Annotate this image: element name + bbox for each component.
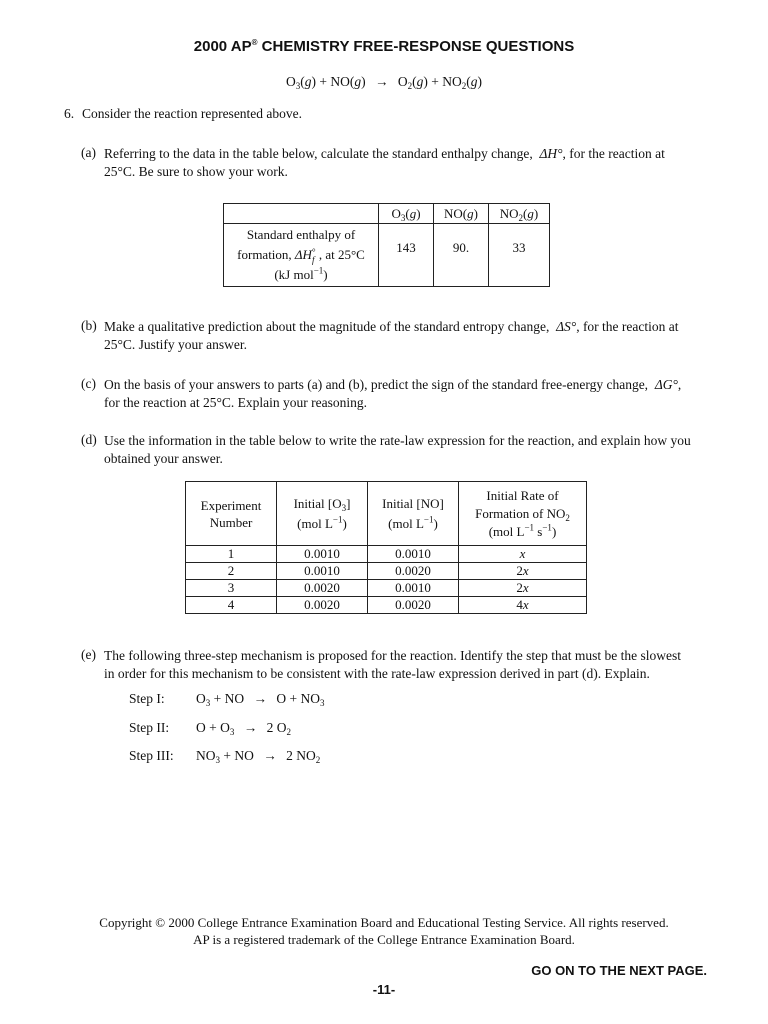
- next-page-notice: GO ON TO THE NEXT PAGE.: [531, 963, 707, 978]
- cell-no: 0.0020: [368, 597, 459, 614]
- step-equation: $O + O_3 \to 2$ $O_2$: [196, 720, 291, 737]
- part-a-text: Referring to the data in the table below, calculate the standard enthalpy change, ΔH°, for the reaction at 25°C. Be sure to show your work.: [104, 146, 665, 179]
- header-no2: $NO_2(g)$: [489, 204, 550, 224]
- cell-rate: 2x: [459, 580, 587, 597]
- delta-s-symbol: ΔS°: [556, 319, 577, 334]
- cell-experiment: 1: [186, 546, 277, 563]
- value-no2: 33: [489, 224, 550, 287]
- table-row: [186, 563, 587, 580]
- cell-o3: 0.0010: [277, 546, 368, 563]
- table-row: [186, 597, 587, 614]
- part-a-label: (a): [81, 145, 96, 160]
- value-o3: 143: [379, 224, 434, 287]
- step-label: Step III:: [129, 748, 174, 763]
- page-number: -11-: [372, 982, 396, 997]
- part-b-text: Make a qualitative prediction about the magnitude of the standard entropy change, ΔS°, for the reaction at 25°C. Justify your answer.: [104, 319, 679, 352]
- value-no: 90.: [434, 224, 489, 287]
- reaction-equation: $O_3(g) + NO(g) \to O_2(g) + NO_2(g)$: [286, 74, 482, 91]
- header-initial-rate: Initial Rate of Formation of $NO_2$ (mol $L^{-1}$ $s^{-1}$): [459, 482, 587, 546]
- rate-table: [185, 481, 587, 614]
- mechanism-step: [129, 748, 320, 764]
- cell-o3: 0.0010: [277, 563, 368, 580]
- mechanism-step: [129, 720, 291, 736]
- part-c-text: On the basis of your answers to parts (a) and (b), predict the sign of the standard free-energy change, ΔG°, for the reaction at 25°C. Explain your reasoning.: [104, 377, 682, 410]
- part-b-label: (b): [81, 318, 97, 333]
- arrow-icon: →: [243, 720, 258, 735]
- page-title: 2000 AP® CHEMISTRY FREE-RESPONSE QUESTIONS: [193, 38, 575, 55]
- cell-rate: 2x: [459, 563, 587, 580]
- question-number: 6.: [64, 106, 75, 121]
- cell-no: 0.0020: [368, 563, 459, 580]
- header-initial-o3: Initial $[O_3]$ (mol $L^{-1}$): [277, 482, 368, 546]
- copyright-notice: [0, 914, 768, 948]
- table-row: [186, 580, 587, 597]
- cell-o3: 0.0020: [277, 580, 368, 597]
- table-corner-cell: [224, 204, 379, 224]
- header-no: NO(g): [434, 204, 489, 224]
- question-intro: Consider the reaction represented above.: [82, 106, 303, 121]
- cell-experiment: 3: [186, 580, 277, 597]
- step-equation: $NO_3$ + NO → 2 $NO_2$: [196, 748, 321, 765]
- part-c-label: (c): [81, 376, 96, 391]
- step-label: Step I:: [129, 691, 165, 706]
- header-o3: $O_3(g)$: [379, 204, 434, 224]
- part-e-text: The following three-step mechanism is proposed for the reaction. Identify the step that must be the slowest in order for this mechanism to be consistent with the rate-law expression derived in part (d). Explain.: [104, 648, 681, 681]
- cell-rate: 4x: [459, 597, 587, 614]
- copyright-line: Copyright © 2000 College Entrance Examination Board and Educational Testing Service. All rights reserved.: [99, 915, 669, 930]
- part-d-text: Use the information in the table below to write the rate-law expression for the reaction, and explain how you obtained your answer.: [104, 433, 691, 466]
- row-label-enthalpy: Standard enthalpy of formation, ΔH ° f , at 25°C (kJ mol$^{-1}$): [224, 224, 379, 287]
- cell-experiment: 2: [186, 563, 277, 580]
- table-row: [186, 546, 587, 563]
- delta-g-symbol: ΔG°: [654, 377, 678, 392]
- header-initial-no: Initial [NO] (mol $L^{-1}$): [368, 482, 459, 546]
- cell-o3: 0.0020: [277, 597, 368, 614]
- registered-mark: ®: [251, 38, 258, 47]
- delta-h-symbol: ΔH°: [539, 146, 563, 161]
- cell-no: 0.0010: [368, 580, 459, 597]
- part-d-label: (d): [81, 432, 97, 447]
- enthalpy-table: [223, 203, 550, 287]
- arrow-icon: →: [263, 748, 277, 763]
- cell-experiment: 4: [186, 597, 277, 614]
- arrow-icon: →: [375, 74, 389, 89]
- step-label: Step II:: [129, 720, 170, 735]
- part-e-label: (e): [81, 647, 96, 662]
- step-equation: $O_3$ + NO → $O + NO_3$: [196, 691, 325, 708]
- mechanism-step: [129, 691, 325, 707]
- cell-no: 0.0010: [368, 546, 459, 563]
- header-experiment: Experiment Number: [186, 482, 277, 546]
- cell-rate: x: [459, 546, 587, 563]
- arrow-icon: →: [253, 691, 267, 706]
- trademark-line: AP is a registered trademark of the College Entrance Examination Board.: [193, 932, 575, 947]
